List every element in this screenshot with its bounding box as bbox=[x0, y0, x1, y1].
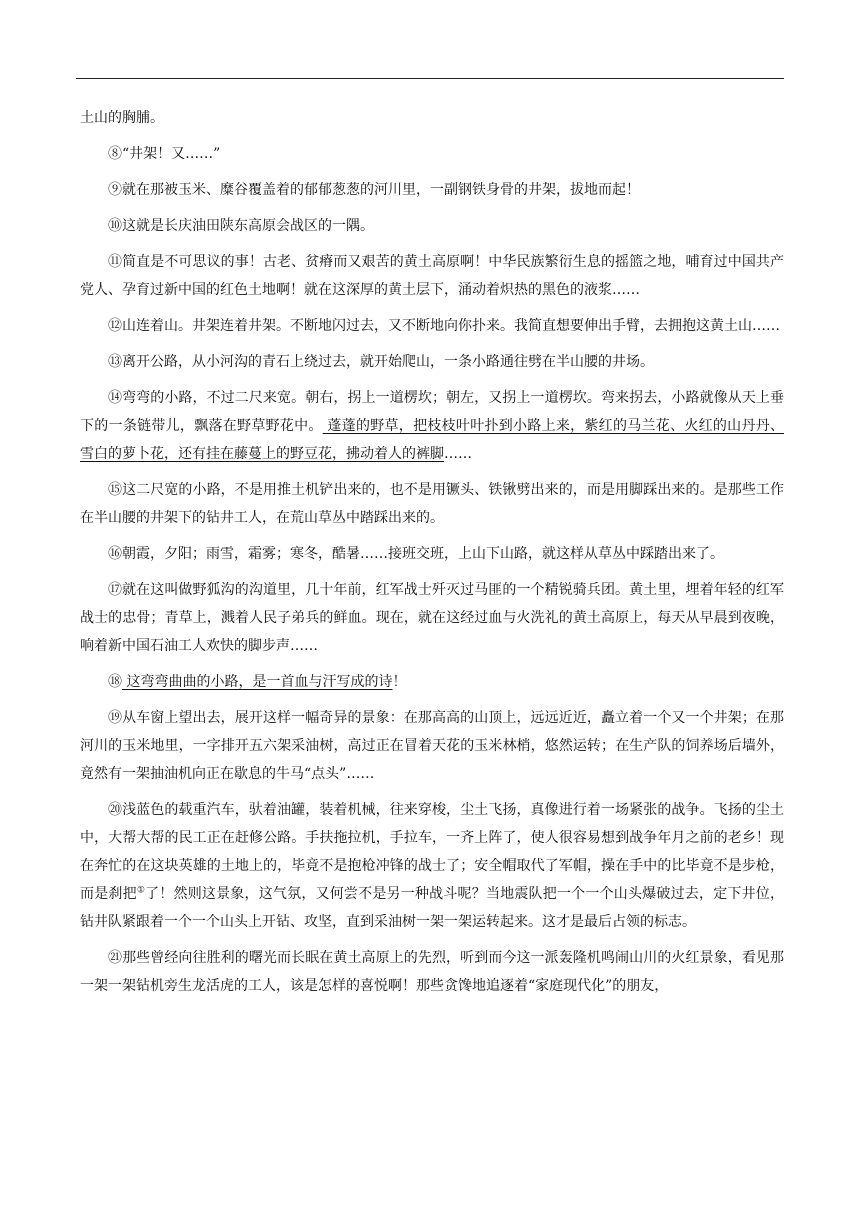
article-body bbox=[80, 104, 784, 1008]
paragraph-16: ⑯朝霞，夕阳；雨雪，霜雾；寒冬，酷暑……接班交班，上山下山路，就这样从草丛中踩踏出来了。 bbox=[108, 546, 724, 562]
paragraph-20-rest: 了！然则这景象，这气氛，又何尝不是另一种战斗呢？当地震队把一个一个山头爆破过去，定下井位，钻井队紧跟着一个一个山头上开钻、攻坚，直到采油树一架一架运转起来。这才是最后占领的标志。 bbox=[80, 886, 785, 930]
paragraph-18-end: ！ bbox=[392, 674, 407, 690]
paragraph-14-ellipsis: …… bbox=[444, 446, 472, 462]
header-rule bbox=[76, 78, 784, 79]
paragraph-14-underlined: 蓬蓬的野草，把枝枝叶叶扑到小路上来，紫红的马兰花、火红的山丹丹、雪白的萝卜花，还有挂在藤蔓上的野豆花，拂动着人的裤脚 bbox=[80, 418, 784, 462]
paragraph-10: ⑩这就是长庆油田陕东高原会战区的一隅。 bbox=[108, 218, 374, 234]
paragraph-8: ⑧“井架！又……” bbox=[108, 146, 221, 162]
paragraph-19: ⑲从车窗上望出去，展开这样一幅奇异的景象：在那高高的山顶上，远远近近，矗立着一个又一个井架；在那河川的玉米地里，一字排开五六架采油树，高过正在冒着天花的玉米林梢，悠然运转；在生产队的饲养场后墙外，竟然有一架抽油机向正在歇息的牛马“点头”…… bbox=[80, 710, 784, 782]
paragraph-21: ㉑那些曾经向往胜利的曙光而长眠在黄土高原上的先烈，听到而今这一派轰隆机鸣闹山川的火红景象，看见那一架一架钻机旁生龙活虎的工人，该是怎样的喜悦啊！那些贪馋地追逐着“家庭现代化”的朋友， bbox=[80, 950, 784, 994]
paragraph-9: ⑨就在那被玉米、糜谷覆盖着的郁郁葱葱的河川里，一副钢铁身骨的井架，拔地而起！ bbox=[108, 182, 640, 198]
paragraph-15: ⑮这二尺宽的小路，不是用推土机铲出来的，也不是用镢头、铁锹劈出来的，而是用脚踩出来的。是那些工作在半山腰的井架下的钻井工人，在荒山草丛中踏踩出来的。 bbox=[80, 482, 784, 526]
paragraph-20-text: ⑳浅蓝色的载重汽车，驮着油罐，装着机械，往来穿梭，尘土飞扬，真像进行着一场紧张的战争。飞扬的尘土中，大帮大帮的民工正在赶修公路。手扶拖拉机，手拉车，一齐上阵了，使人很容易想到战争年月之前的老乡！现在奔忙的在这块英雄的土地上的，毕竟不是抱枪冲锋的战士了；安全帽取代了军帽，操在手中的比毕竟不是步枪，而是刹把 bbox=[80, 802, 784, 902]
paragraph-7-tail: 土山的胸脯。 bbox=[80, 110, 164, 126]
footnote-marker: ① bbox=[136, 885, 146, 896]
paragraph-14 bbox=[80, 384, 784, 468]
paragraph-20 bbox=[80, 796, 784, 936]
paragraph-14-text: ⑭弯弯的小路，不过二尺来宽。朝右，拐上一道楞坎；朝左，又拐上一道楞坎。弯来拐去，小路就像从天上垂下的一条链带儿，飘落在野草野花中。 bbox=[80, 390, 784, 434]
paragraph-18-underlined: 这弯弯曲曲的小路，是一首血与汗写成的诗 bbox=[122, 674, 393, 690]
paragraph-18 bbox=[80, 668, 784, 696]
paragraph-18-marker: ⑱ bbox=[108, 674, 122, 690]
paragraph-17: ⑰就在这叫做野狐沟的沟道里，几十年前，红军战士歼灭过马匪的一个精锐骑兵团。黄土里，埋着年轻的红军战士的忠骨；青草上，溅着人民子弟兵的鲜血。现在，就在这经过血与火洗礼的黄土高原上，每天从早晨到夜晚，响着新中国石油工人欢快的脚步声…… bbox=[80, 582, 784, 654]
paragraph-11: ⑪简直是不可思议的事！古老、贫瘠而又艰苦的黄土高原啊！中华民族繁衍生息的摇篮之地，哺育过中国共产党人、孕育过新中国的红色土地啊！就在这深厚的黄土层下，涌动着炽热的黑色的液浆…… bbox=[80, 254, 784, 298]
paragraph-13: ⑬离开公路，从小河沟的青石上绕过去，就开始爬山，一条小路通往劈在半山腰的井场。 bbox=[108, 354, 654, 370]
paragraph-12: ⑫山连着山。井架连着井架。不断地闪过去，又不断地向你扑来。我简直想要伸出手臂，去拥抱这黄土山…… bbox=[108, 318, 780, 334]
